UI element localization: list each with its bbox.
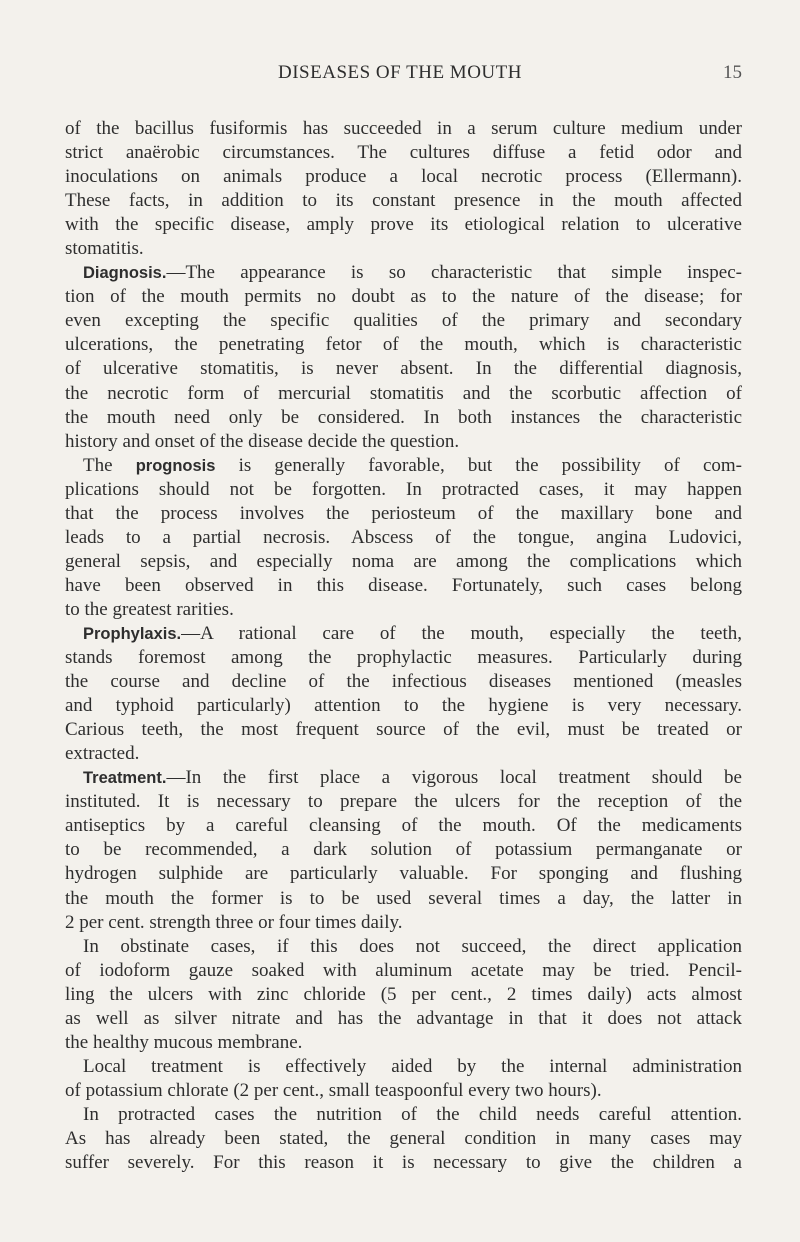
- line-text: strict anaërobic circumstances. The cultures diffuse a fetid odor and: [65, 142, 742, 164]
- text-line: [65, 887, 742, 911]
- line-content: [65, 983, 742, 1007]
- line-text: hydrogen sulphide are particularly valuable. For sponging and flushing: [65, 863, 742, 885]
- section-heading: Diagnosis.: [83, 264, 167, 283]
- text-line: [65, 838, 742, 862]
- text-line: [65, 526, 742, 550]
- line-text: stomatitis.: [65, 238, 144, 260]
- text-line: [65, 454, 742, 478]
- line-text: —A rational care of the mouth, especially the teeth,: [181, 622, 742, 644]
- line-text: to the greatest rarities.: [65, 598, 234, 620]
- line-text: instituted. It is necessary to prepare the ulcers for the reception of the: [65, 791, 742, 813]
- line-content: [65, 357, 742, 381]
- line-content: [65, 1151, 742, 1175]
- line-content: [65, 790, 742, 814]
- text-line: [65, 1103, 742, 1127]
- line-text: with the specific disease, amply prove its etiological relation to ulcerative: [65, 214, 742, 236]
- text-line: [65, 862, 742, 886]
- text-line: [65, 1055, 742, 1079]
- line-content: [65, 382, 742, 406]
- line-content: [65, 550, 742, 574]
- line-text: Local treatment is effectively aided by the internal administration: [83, 1055, 742, 1077]
- line-text: In obstinate cases, if this does not succeed, the direct application: [83, 935, 742, 957]
- line-text: of the bacillus fusiformis has succeeded in a serum culture medium under: [65, 118, 742, 139]
- line-content: [65, 1079, 742, 1103]
- line-text: and typhoid particularly) attention to the hygiene is very necessary.: [65, 695, 742, 717]
- line-content: [65, 165, 742, 189]
- line-content: [65, 718, 742, 742]
- line-content: [65, 646, 742, 670]
- line-content: [65, 598, 742, 622]
- text-line: [65, 430, 742, 454]
- text-line: [65, 646, 742, 670]
- line-text: —The appearance is so characteristic that simple inspec-: [166, 262, 742, 284]
- text-line: [65, 141, 742, 165]
- text-line: [65, 574, 742, 598]
- line-content: [83, 1055, 742, 1079]
- text-line: [65, 983, 742, 1007]
- line-content: [65, 309, 742, 333]
- line-text: Carious teeth, the most frequent source of the evil, must be treated or: [65, 719, 742, 741]
- section-heading: Prophylaxis.: [83, 624, 182, 643]
- line-text: leads to a partial necrosis. Abscess of the tongue, angina Ludovici,: [65, 526, 742, 548]
- line-text: plications should not be forgotten. In protracted cases, it may happen: [65, 478, 742, 500]
- line-content: [65, 1007, 742, 1031]
- line-text: even excepting the specific qualities of the primary and secondary: [65, 310, 742, 332]
- text-line: [65, 357, 742, 381]
- line-text: In protracted cases the nutrition of the child needs careful attention.: [83, 1103, 742, 1125]
- line-content: [65, 694, 742, 718]
- text-line: [65, 117, 742, 141]
- line-text: stands foremost among the prophylactic measures. Particularly during: [65, 647, 742, 669]
- line-content: [83, 766, 742, 790]
- line-content: [65, 213, 742, 237]
- line-text: have been observed in this disease. Fortunately, such cases belong: [65, 574, 742, 596]
- line-content: [65, 430, 742, 454]
- line-content: [83, 261, 742, 285]
- text-line: [65, 1007, 742, 1031]
- body-text: [65, 117, 742, 1175]
- line-content: [65, 862, 742, 886]
- line-content: [65, 117, 742, 141]
- line-text: of ulcerative stomatitis, is never absent. In the differential diagnosis,: [65, 358, 742, 380]
- text-line: [65, 406, 742, 430]
- line-content: [65, 237, 742, 261]
- text-line: [65, 333, 742, 357]
- text-line: [65, 189, 742, 213]
- line-text: ulcerations, the penetrating fetor of the mouth, which is characteristic: [65, 334, 742, 356]
- text-line: [65, 382, 742, 406]
- text-line: [65, 814, 742, 838]
- line-content: [65, 742, 742, 766]
- line-text: history and onset of the disease decide the question.: [65, 430, 460, 452]
- line-content: [83, 454, 742, 478]
- text-line: [65, 478, 742, 502]
- line-content: [65, 333, 742, 357]
- text-line: [65, 165, 742, 189]
- line-content: [65, 838, 742, 862]
- line-text: ling the ulcers with zinc chloride (5 per cent., 2 times daily) acts almost: [65, 983, 742, 1005]
- line-content: [65, 887, 742, 911]
- line-text: antiseptics by a careful cleansing of the mouth. Of the medicaments: [65, 815, 742, 837]
- line-content: [65, 406, 742, 430]
- line-content: [83, 1103, 742, 1127]
- line-content: [83, 935, 742, 959]
- text-line: [65, 1127, 742, 1151]
- line-text: the necrotic form of mercurial stomatitis and the scorbutic affection of: [65, 382, 742, 404]
- line-text: the mouth the former is to be used several times a day, the latter in: [65, 887, 742, 909]
- line-text: that the process involves the periosteum of the maxillary bone and: [65, 502, 742, 524]
- line-content: [65, 1031, 742, 1055]
- line-content: [65, 911, 742, 935]
- section-heading: prognosis: [135, 456, 216, 475]
- text-line: [65, 670, 742, 694]
- text-line: [65, 694, 742, 718]
- line-content: [65, 526, 742, 550]
- section-heading: Treatment.: [83, 769, 167, 788]
- text-line: [65, 1031, 742, 1055]
- line-text: of iodoform gauze soaked with aluminum acetate may be tried. Pencil-: [65, 959, 742, 981]
- text-line: [65, 1079, 742, 1103]
- text-line: [65, 550, 742, 574]
- line-text: The: [83, 454, 136, 476]
- line-content: [83, 622, 742, 646]
- line-text: extracted.: [65, 743, 140, 765]
- text-line: [65, 622, 742, 646]
- text-line: [65, 213, 742, 237]
- line-content: [65, 502, 742, 526]
- line-text: the course and decline of the infectious diseases mentioned (measles: [65, 671, 742, 693]
- line-text: suffer severely. For this reason it is necessary to give the children a: [65, 1152, 742, 1174]
- line-content: [65, 670, 742, 694]
- text-line: [65, 285, 742, 309]
- text-line: [65, 502, 742, 526]
- line-content: [65, 1127, 742, 1151]
- text-line: [65, 237, 742, 261]
- line-text: —In the first place a vigorous local treatment should be: [166, 767, 742, 789]
- line-content: [65, 574, 742, 598]
- text-line: [65, 1151, 742, 1175]
- text-line: [65, 261, 742, 285]
- line-text: general sepsis, and especially noma are among the complications which: [65, 550, 742, 572]
- text-line: [65, 718, 742, 742]
- line-content: [65, 814, 742, 838]
- line-text: to be recommended, a dark solution of potassium permanganate or: [65, 839, 742, 861]
- text-line: [65, 959, 742, 983]
- text-line: [65, 790, 742, 814]
- text-line: [65, 598, 742, 622]
- text-line: [65, 911, 742, 935]
- line-text: These facts, in addition to its constant presence in the mouth affected: [65, 190, 742, 212]
- running-header: [0, 62, 800, 88]
- page-number: 15: [723, 62, 742, 83]
- line-text: tion of the mouth permits no doubt as to the nature of the disease; for: [65, 286, 742, 308]
- line-content: [65, 478, 742, 502]
- line-text: is generally favorable, but the possibility of com-: [215, 454, 742, 476]
- line-text: as well as silver nitrate and has the advantage in that it does not attack: [65, 1007, 742, 1029]
- line-text: As has already been stated, the general condition in many cases may: [65, 1127, 742, 1149]
- line-content: [65, 959, 742, 983]
- line-text: the healthy mucous membrane.: [65, 1031, 303, 1053]
- line-content: [65, 189, 742, 213]
- text-line: [65, 935, 742, 959]
- text-line: [65, 766, 742, 790]
- line-text: inoculations on animals produce a local necrotic process (Ellermann).: [65, 166, 742, 188]
- line-content: [65, 141, 742, 165]
- text-line: [65, 309, 742, 333]
- text-line: [65, 742, 742, 766]
- line-text: of potassium chlorate (2 per cent., small teaspoonful every two hours).: [65, 1079, 602, 1101]
- line-content: [65, 285, 742, 309]
- line-text: the mouth need only be considered. In both instances the characteristic: [65, 406, 742, 428]
- running-title: DISEASES OF THE MOUTH: [278, 62, 522, 83]
- line-text: 2 per cent. strength three or four times daily.: [65, 911, 403, 933]
